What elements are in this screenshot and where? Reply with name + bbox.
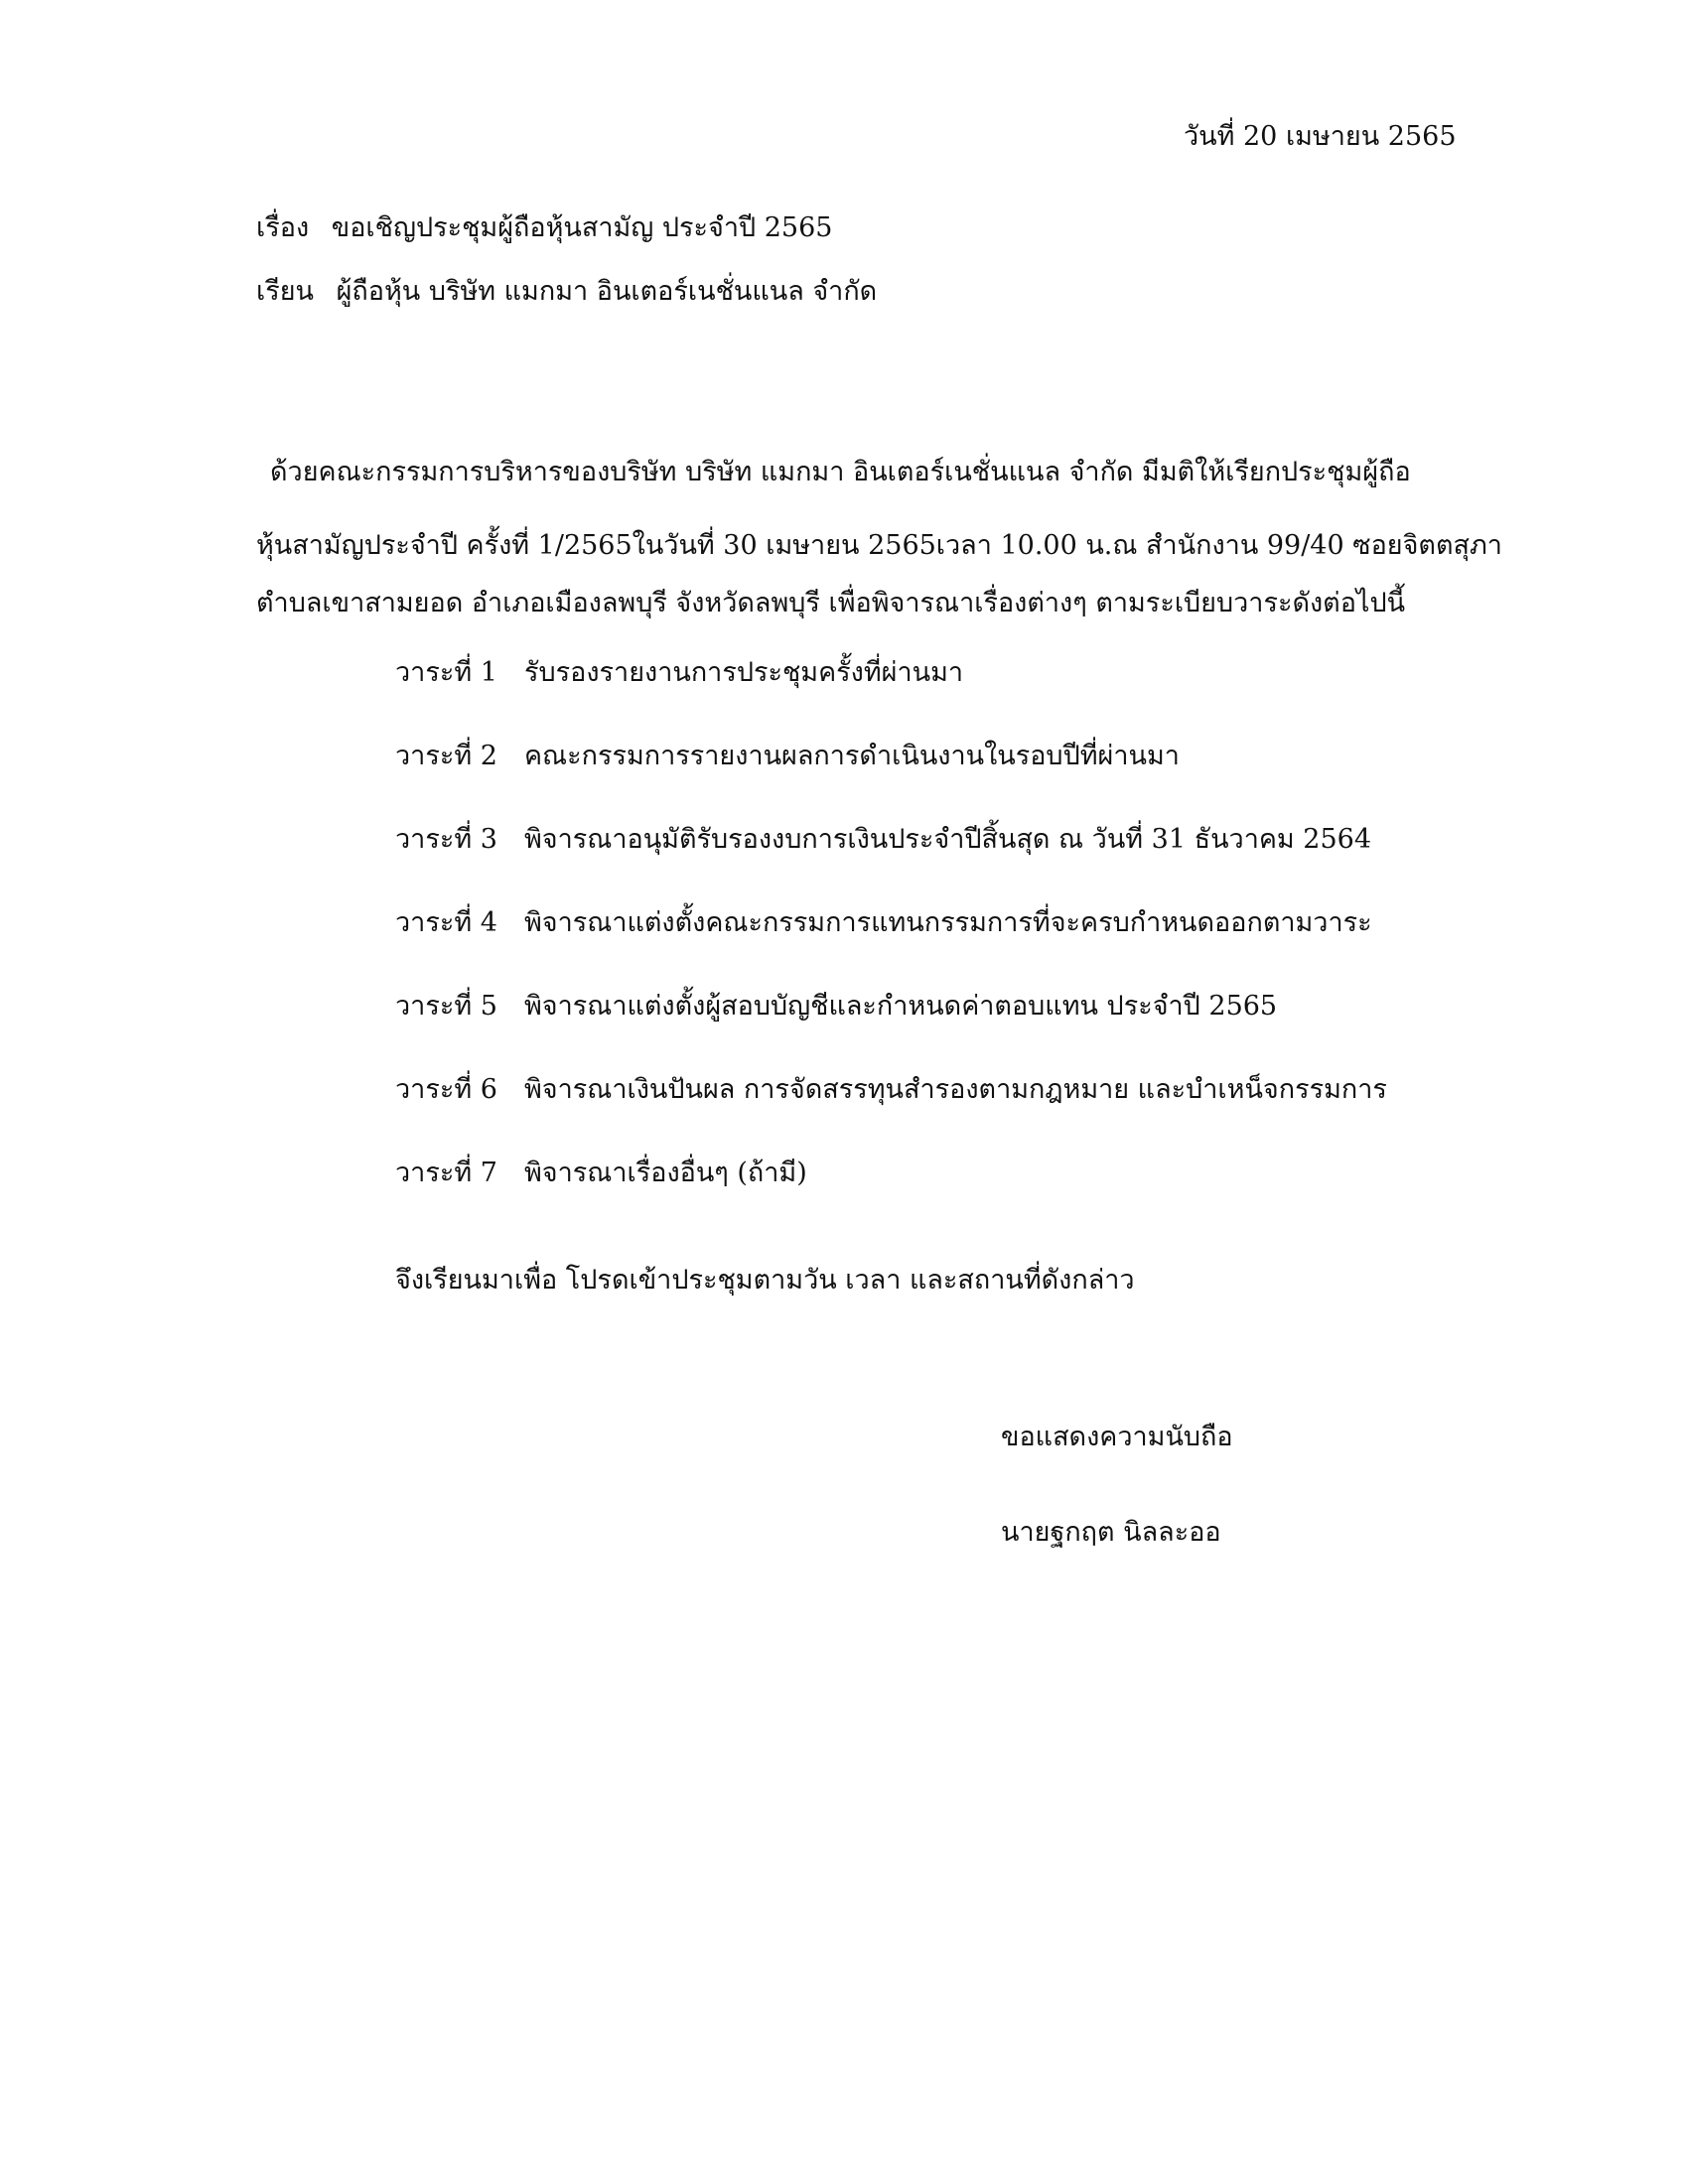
agenda-item — [395, 989, 1277, 1024]
agenda-text: รับรองรายงานการประชุมครั้งที่ผ่านมา — [524, 657, 964, 688]
agenda-item — [395, 822, 1371, 858]
body-paragraph-line: ตำบลเขาสามยอด อำเภอเมืองลพบุรี จังหวัดลพบุรี เพื่อพิจารณาเรื่องต่างๆ ตามระเบียบวาระดังต่อไปนี้ — [256, 588, 1406, 618]
signer-name: นายฐกฤต นิลละออ — [1001, 1517, 1221, 1548]
agenda-item — [395, 739, 1180, 774]
agenda-number: วาระที่ 7 — [395, 1158, 497, 1188]
letter-date: วันที่ 20 เมษายน 2565 — [1184, 121, 1457, 152]
agenda-number: วาระที่ 5 — [395, 991, 497, 1022]
agenda-number: วาระที่ 3 — [395, 824, 497, 855]
agenda-number: วาระที่ 1 — [395, 657, 497, 688]
subject-line — [256, 210, 832, 246]
agenda-item — [395, 1156, 807, 1191]
recipient-text: ผู้ถือหุ้น บริษัท แมกมา อินเตอร์เนชั่นแนล จำกัด — [336, 276, 878, 307]
agenda-item — [395, 655, 963, 691]
body-paragraph-line: หุ้นสามัญประจำปี ครั้งที่ 1/2565ในวันที่ 30 เมษายน 2565เวลา 10.00 น.ณ สำนักงาน 99/40 ซอยจิตตสุภา — [256, 530, 1502, 561]
recipient-line — [256, 274, 877, 310]
agenda-text: พิจารณาอนุมัติรับรองงบการเงินประจำปีสิ้นสุด ณ วันที่ 31 ธันวาคม 2564 — [524, 824, 1372, 855]
agenda-text: คณะกรรมการรายงานผลการดำเนินงานในรอบปีที่ผ่านมา — [524, 741, 1180, 771]
agenda-text: พิจารณาเรื่องอื่นๆ (ถ้ามี) — [524, 1158, 807, 1188]
agenda-text: พิจารณาเงินปันผล การจัดสรรทุนสำรองตามกฎหมาย และบำเหน็จกรรมการ — [524, 1074, 1387, 1105]
agenda-text: พิจารณาแต่งตั้งคณะกรรมการแทนกรรมการที่จะครบกำหนดออกตามวาระ — [524, 907, 1372, 938]
agenda-number: วาระที่ 6 — [395, 1074, 497, 1105]
recipient-label: เรียน — [256, 276, 315, 307]
subject-label: เรื่อง — [256, 212, 310, 243]
agenda-number: วาระที่ 4 — [395, 907, 497, 938]
agenda-item — [395, 1072, 1387, 1108]
regards-text: ขอแสดงความนับถือ — [1001, 1422, 1233, 1452]
agenda-text: พิจารณาแต่งตั้งผู้สอบบัญชีและกำหนดค่าตอบแทน ประจำปี 2565 — [524, 991, 1278, 1022]
subject-text: ขอเชิญประชุมผู้ถือหุ้นสามัญ ประจำปี 2565 — [331, 212, 833, 243]
closing-sentence: จึงเรียนมาเพื่อ โปรดเข้าประชุมตามวัน เวลา และสถานที่ดังกล่าว — [395, 1265, 1135, 1296]
body-paragraph-line: ด้วยคณะกรรมการบริหารของบริษัท บริษัท แมกมา อินเตอร์เนชั่นแนล จำกัด มีมติให้เรียกประชุมผู้ถือ — [270, 457, 1411, 487]
agenda-number: วาระที่ 2 — [395, 741, 497, 771]
agenda-item — [395, 905, 1372, 941]
